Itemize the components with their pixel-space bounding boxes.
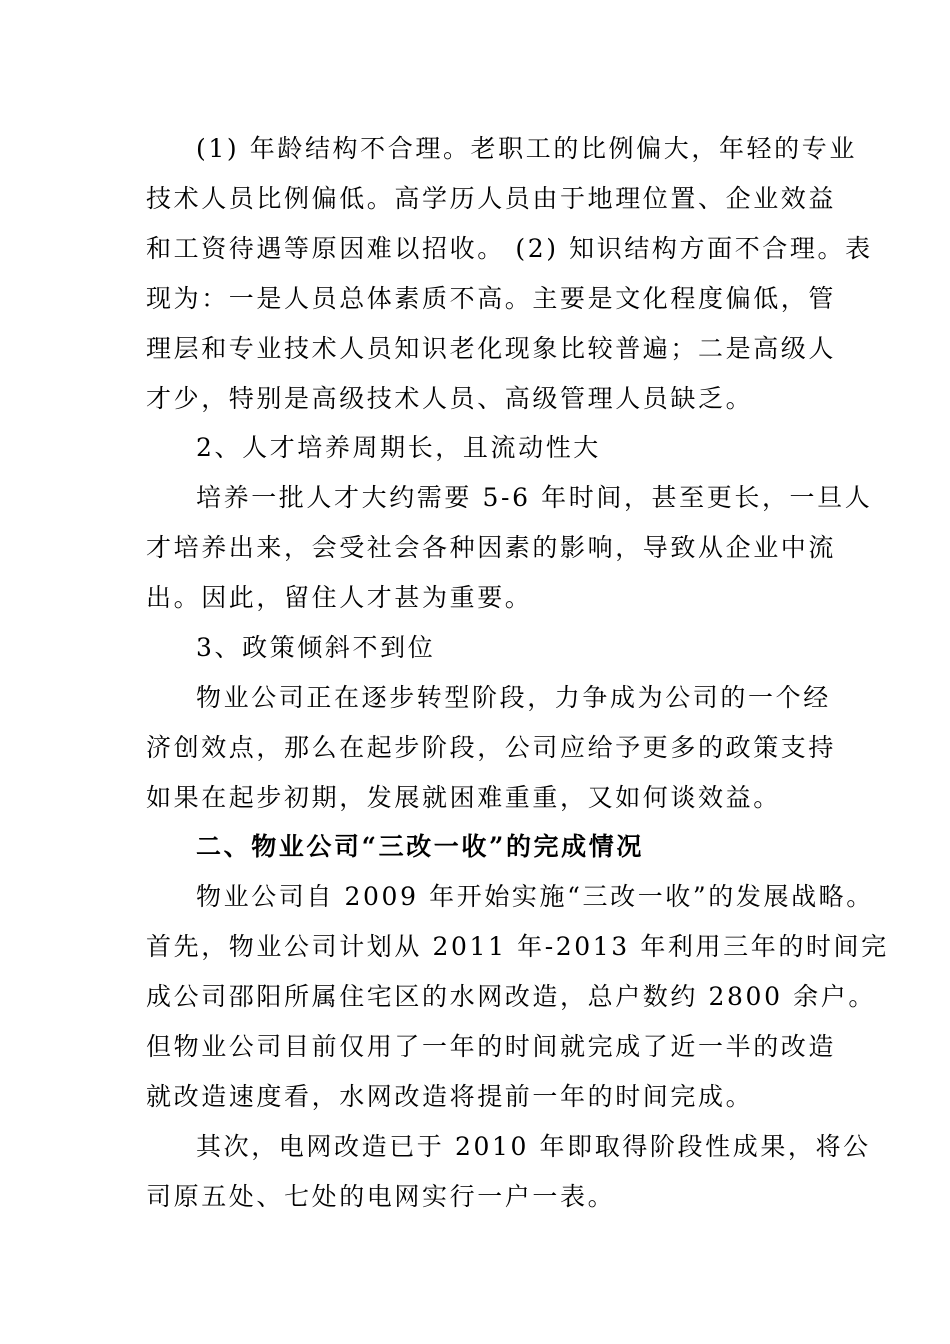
paragraph-line: 培养一批人才大约需要 5-6 年时间，甚至更长，一旦人 bbox=[196, 483, 873, 512]
paragraph-line: 技术人员比例偏低。高学历人员由于地理位置、企业效益 bbox=[146, 184, 837, 213]
paragraph-line: 司原五处、七处的电网实行一户一表。 bbox=[146, 1182, 616, 1211]
paragraph-line: 和工资待遇等原因难以招收。 (2) 知识结构方面不合理。表 bbox=[146, 234, 873, 263]
section-heading: 3、政策倾斜不到位 bbox=[196, 633, 436, 662]
paragraph-line: 其次，电网改造已于 2010 年即取得阶段性成果，将公 bbox=[196, 1132, 871, 1161]
paragraph-line: 才培养出来，会受社会各种因素的影响，导致从企业中流 bbox=[146, 533, 837, 562]
section-heading: 2、人才培养周期长，且流动性大 bbox=[196, 433, 601, 462]
paragraph-line: 就改造速度看，水网改造将提前一年的时间完成。 bbox=[146, 1082, 754, 1111]
paragraph-line: 成公司邵阳所属住宅区的水网改造，总户数约 2800 余户。 bbox=[146, 982, 876, 1011]
paragraph-line: 物业公司正在逐步转型阶段，力争成为公司的一个经 bbox=[196, 683, 831, 712]
paragraph-line: 物业公司自 2009 年开始实施“三改一收”的发展战略。 bbox=[196, 882, 874, 911]
chapter-heading: 二、物业公司“三改一收”的完成情况 bbox=[196, 832, 644, 861]
paragraph-line: 现为：一是人员总体素质不高。主要是文化程度偏低，管 bbox=[146, 284, 837, 313]
paragraph-line: 才少，特别是高级技术人员、高级管理人员缺乏。 bbox=[146, 384, 754, 413]
paragraph-line: 首先，物业公司计划从 2011 年-2013 年利用三年的时间完 bbox=[146, 932, 889, 961]
paragraph-line: (1) 年龄结构不合理。老职工的比例偏大，年轻的专业 bbox=[196, 134, 857, 163]
paragraph-line: 理层和专业技术人员知识老化现象比较普遍；二是高级人 bbox=[146, 334, 837, 363]
paragraph-line: 济创效点，那么在起步阶段，公司应给予更多的政策支持 bbox=[146, 733, 837, 762]
paragraph-line: 如果在起步初期，发展就困难重重，又如何谈效益。 bbox=[146, 783, 781, 812]
paragraph-line: 出。因此，留住人才甚为重要。 bbox=[146, 583, 533, 612]
paragraph-line: 但物业公司目前仅用了一年的时间就完成了近一半的改造 bbox=[146, 1032, 837, 1061]
